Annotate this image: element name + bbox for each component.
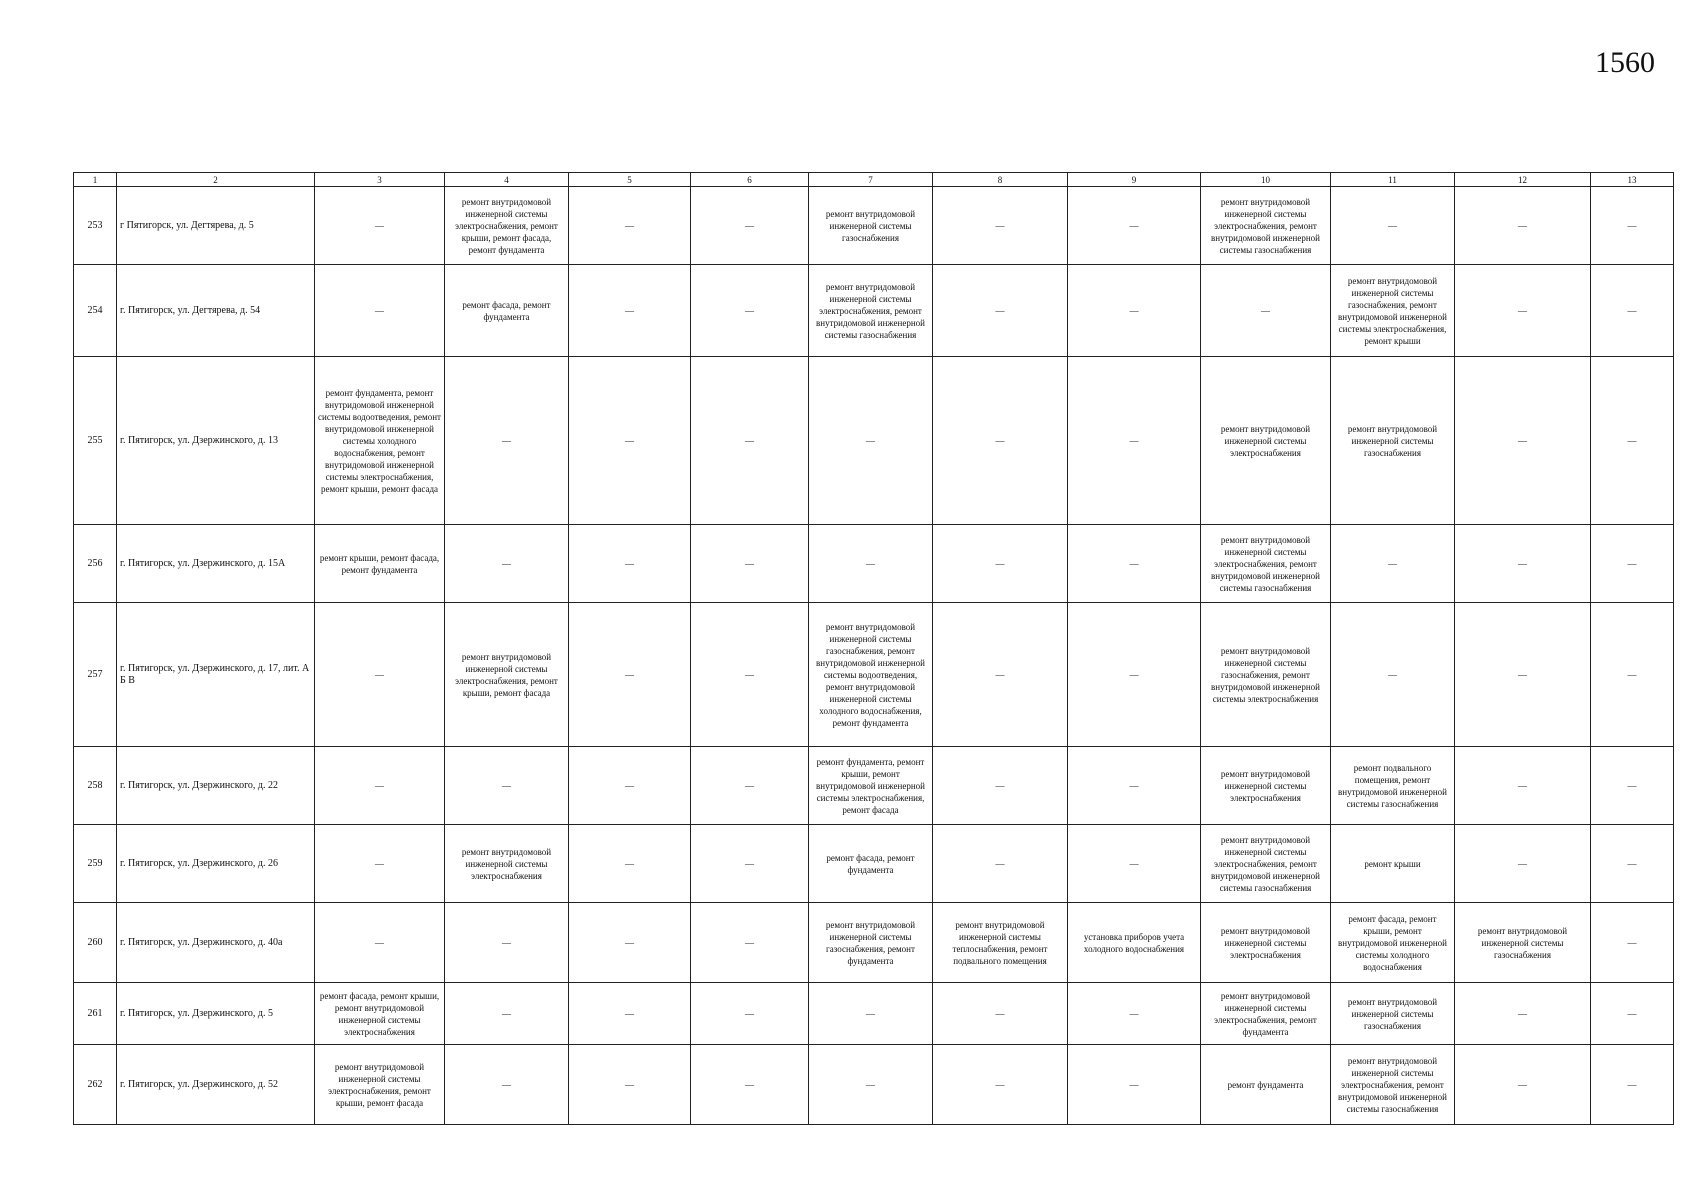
column-number-cell: 12 [1455, 173, 1591, 187]
table-row [74, 357, 1674, 525]
table-row [74, 903, 1674, 983]
address-cell: г. Пятигорск, ул. Дзержинского, д. 5 [117, 983, 315, 1045]
work-cell: — [1455, 187, 1591, 265]
work-cell: — [315, 187, 445, 265]
column-number-cell: 13 [1591, 173, 1674, 187]
row-number: 256 [74, 525, 117, 603]
work-cell: — [809, 1045, 933, 1125]
work-cell: ремонт внутридомовой инженерной системы электроснабжения [445, 825, 569, 903]
work-cell: ремонт внутридомовой инженерной системы электроснабжения, ремонт внутридомовой инженерной системы газоснабжения [1201, 187, 1331, 265]
work-cell: — [933, 1045, 1068, 1125]
work-cell: ремонт фасада, ремонт крыши, ремонт внутридомовой инженерной системы электроснабжения [315, 983, 445, 1045]
work-cell: — [445, 1045, 569, 1125]
work-cell: — [445, 903, 569, 983]
work-cell: ремонт фасада, ремонт фундамента [445, 265, 569, 357]
work-cell: — [569, 265, 691, 357]
work-cell: — [1591, 525, 1674, 603]
work-cell: — [569, 825, 691, 903]
column-number-cell: 9 [1068, 173, 1201, 187]
work-cell: ремонт внутридомовой инженерной системы электроснабжения, ремонт фундамента [1201, 983, 1331, 1045]
address-cell: г. Пятигорск, ул. Дегтярева, д. 54 [117, 265, 315, 357]
work-cell: ремонт фундамента, ремонт внутридомовой инженерной системы водоотведения, ремонт внутридомовой инженерной системы холодного водоснабжения, ремонт внутридомовой инженерной системы электроснабжения, ремонт крыши, ремонт фасада [315, 357, 445, 525]
work-cell: — [1455, 825, 1591, 903]
row-number: 260 [74, 903, 117, 983]
column-number-cell: 6 [691, 173, 809, 187]
work-cell: ремонт внутридомовой инженерной системы электроснабжения, ремонт внутридомовой инженерной системы газоснабжения [1331, 1045, 1455, 1125]
work-cell: — [933, 357, 1068, 525]
address-cell: г. Пятигорск, ул. Дзержинского, д. 15А [117, 525, 315, 603]
work-cell: — [315, 603, 445, 747]
work-cell: — [569, 903, 691, 983]
work-cell: ремонт внутридомовой инженерной системы газоснабжения, ремонт внутридомовой инженерной системы электроснабжения, ремонт крыши [1331, 265, 1455, 357]
row-number: 257 [74, 603, 117, 747]
work-cell: — [1068, 825, 1201, 903]
column-number-cell: 11 [1331, 173, 1455, 187]
work-cell: ремонт подвального помещения, ремонт внутридомовой инженерной системы газоснабжения [1331, 747, 1455, 825]
work-cell: — [1068, 1045, 1201, 1125]
work-cell: — [1331, 603, 1455, 747]
work-cell: — [569, 1045, 691, 1125]
work-cell: — [1068, 265, 1201, 357]
work-cell: — [691, 187, 809, 265]
work-cell: — [691, 265, 809, 357]
work-cell: — [1455, 603, 1591, 747]
work-cell: ремонт внутридомовой инженерной системы теплоснабжения, ремонт подвального помещения [933, 903, 1068, 983]
work-cell: — [933, 747, 1068, 825]
work-cell: ремонт фасада, ремонт фундамента [809, 825, 933, 903]
table-row [74, 187, 1674, 265]
work-cell: — [445, 983, 569, 1045]
table-row [74, 1045, 1674, 1125]
work-cell: — [1455, 983, 1591, 1045]
row-number: 258 [74, 747, 117, 825]
table-row [74, 265, 1674, 357]
work-cell: — [691, 1045, 809, 1125]
work-cell: ремонт внутридомовой инженерной системы электроснабжения, ремонт крыши, ремонт фасада [315, 1045, 445, 1125]
column-number-cell: 5 [569, 173, 691, 187]
column-number-cell: 3 [315, 173, 445, 187]
address-cell: г. Пятигорск, ул. Дзержинского, д. 52 [117, 1045, 315, 1125]
work-cell: — [1201, 265, 1331, 357]
work-cell: ремонт внутридомовой инженерной системы электроснабжения [1201, 903, 1331, 983]
work-cell: ремонт внутридомовой инженерной системы газоснабжения, ремонт внутридомовой инженерной системы водоотведения, ремонт внутридомовой инженерной системы холодного водоснабжения, ремонт фундамента [809, 603, 933, 747]
work-cell: — [1068, 525, 1201, 603]
column-number-cell: 8 [933, 173, 1068, 187]
address-cell: г. Пятигорск, ул. Дзержинского, д. 26 [117, 825, 315, 903]
work-cell: — [1591, 187, 1674, 265]
column-number-cell: 10 [1201, 173, 1331, 187]
work-cell: — [809, 357, 933, 525]
work-cell: — [315, 825, 445, 903]
work-cell: — [569, 983, 691, 1045]
work-cell: — [1455, 357, 1591, 525]
work-cell: — [691, 747, 809, 825]
work-cell: — [569, 525, 691, 603]
work-cell: — [569, 357, 691, 525]
work-cell: — [1455, 1045, 1591, 1125]
work-cell: — [1591, 357, 1674, 525]
row-number: 261 [74, 983, 117, 1045]
work-cell: — [933, 187, 1068, 265]
column-number-cell: 4 [445, 173, 569, 187]
work-cell: — [933, 825, 1068, 903]
work-cell: — [445, 525, 569, 603]
work-cell: — [933, 983, 1068, 1045]
row-number: 262 [74, 1045, 117, 1125]
work-cell: ремонт крыши, ремонт фасада, ремонт фундамента [315, 525, 445, 603]
address-cell: г. Пятигорск, ул. Дзержинского, д. 22 [117, 747, 315, 825]
table-body [74, 173, 1674, 1125]
work-cell: — [809, 525, 933, 603]
table-row [74, 525, 1674, 603]
work-cell: ремонт фасада, ремонт крыши, ремонт внутридомовой инженерной системы холодного водоснабжения [1331, 903, 1455, 983]
work-cell: ремонт внутридомовой инженерной системы газоснабжения [809, 187, 933, 265]
work-cell: ремонт внутридомовой инженерной системы газоснабжения [1455, 903, 1591, 983]
work-cell: — [933, 603, 1068, 747]
work-cell: ремонт внутридомовой инженерной системы электроснабжения [1201, 357, 1331, 525]
work-cell: — [1591, 1045, 1674, 1125]
work-cell: — [1455, 265, 1591, 357]
work-cell: ремонт фундамента, ремонт крыши, ремонт внутридомовой инженерной системы электроснабжения, ремонт фасада [809, 747, 933, 825]
table-row [74, 825, 1674, 903]
work-cell: ремонт внутридомовой инженерной системы электроснабжения, ремонт внутридомовой инженерной системы газоснабжения [1201, 825, 1331, 903]
work-cell: — [1331, 187, 1455, 265]
work-cell: — [445, 357, 569, 525]
address-cell: г. Пятигорск, ул. Дзержинского, д. 40а [117, 903, 315, 983]
work-cell: — [315, 903, 445, 983]
column-number-cell: 7 [809, 173, 933, 187]
work-cell: — [809, 983, 933, 1045]
row-number: 259 [74, 825, 117, 903]
work-cell: — [445, 747, 569, 825]
work-cell: ремонт внутридомовой инженерной системы газоснабжения, ремонт фундамента [809, 903, 933, 983]
address-cell: г. Пятигорск, ул. Дзержинского, д. 13 [117, 357, 315, 525]
work-cell: — [691, 357, 809, 525]
work-cell: — [1068, 357, 1201, 525]
work-cell: — [1455, 747, 1591, 825]
work-cell: — [569, 187, 691, 265]
work-cell: ремонт крыши [1331, 825, 1455, 903]
work-cell: ремонт внутридомовой инженерной системы газоснабжения, ремонт внутридомовой инженерной системы электроснабжения [1201, 603, 1331, 747]
address-cell: г. Пятигорск, ул. Дзержинского, д. 17, лит. А Б В [117, 603, 315, 747]
work-cell: — [691, 603, 809, 747]
work-cell: ремонт внутридомовой инженерной системы электроснабжения, ремонт внутридомовой инженерной системы газоснабжения [809, 265, 933, 357]
work-cell: — [1591, 603, 1674, 747]
work-cell: ремонт внутридомовой инженерной системы электроснабжения, ремонт внутридомовой инженерной системы газоснабжения [1201, 525, 1331, 603]
work-cell: — [933, 525, 1068, 603]
work-cell: ремонт внутридомовой инженерной системы электроснабжения, ремонт крыши, ремонт фасада, ремонт фундамента [445, 187, 569, 265]
work-cell: — [569, 747, 691, 825]
work-cell: — [1591, 983, 1674, 1045]
work-cell: — [1068, 747, 1201, 825]
work-cell: ремонт внутридомовой инженерной системы газоснабжения [1331, 357, 1455, 525]
repair-schedule-table [73, 172, 1674, 1125]
work-cell: — [1591, 903, 1674, 983]
work-cell: — [1068, 983, 1201, 1045]
work-cell: — [933, 265, 1068, 357]
work-cell: ремонт внутридомовой инженерной системы газоснабжения [1331, 983, 1455, 1045]
work-cell: — [315, 265, 445, 357]
work-cell: — [1591, 825, 1674, 903]
work-cell: — [1591, 747, 1674, 825]
work-cell: — [691, 903, 809, 983]
column-number-cell: 1 [74, 173, 117, 187]
address-cell: г Пятигорск, ул. Дегтярева, д. 5 [117, 187, 315, 265]
work-cell: — [691, 983, 809, 1045]
work-cell: — [1455, 525, 1591, 603]
work-cell: ремонт внутридомовой инженерной системы электроснабжения, ремонт крыши, ремонт фасада [445, 603, 569, 747]
column-number-row [74, 173, 1674, 187]
column-number-cell: 2 [117, 173, 315, 187]
work-cell: — [1591, 265, 1674, 357]
row-number: 254 [74, 265, 117, 357]
table-row [74, 983, 1674, 1045]
work-cell: — [691, 825, 809, 903]
page-number: 1560 [1595, 46, 1655, 79]
work-cell: — [569, 603, 691, 747]
work-cell: ремонт внутридомовой инженерной системы электроснабжения [1201, 747, 1331, 825]
table-row [74, 747, 1674, 825]
work-cell: — [315, 747, 445, 825]
table-row [74, 603, 1674, 747]
row-number: 255 [74, 357, 117, 525]
work-cell: — [1068, 603, 1201, 747]
row-number: 253 [74, 187, 117, 265]
work-cell: — [1331, 525, 1455, 603]
work-cell: — [691, 525, 809, 603]
work-cell: — [1068, 187, 1201, 265]
work-cell: установка приборов учета холодного водоснабжения [1068, 903, 1201, 983]
work-cell: ремонт фундамента [1201, 1045, 1331, 1125]
